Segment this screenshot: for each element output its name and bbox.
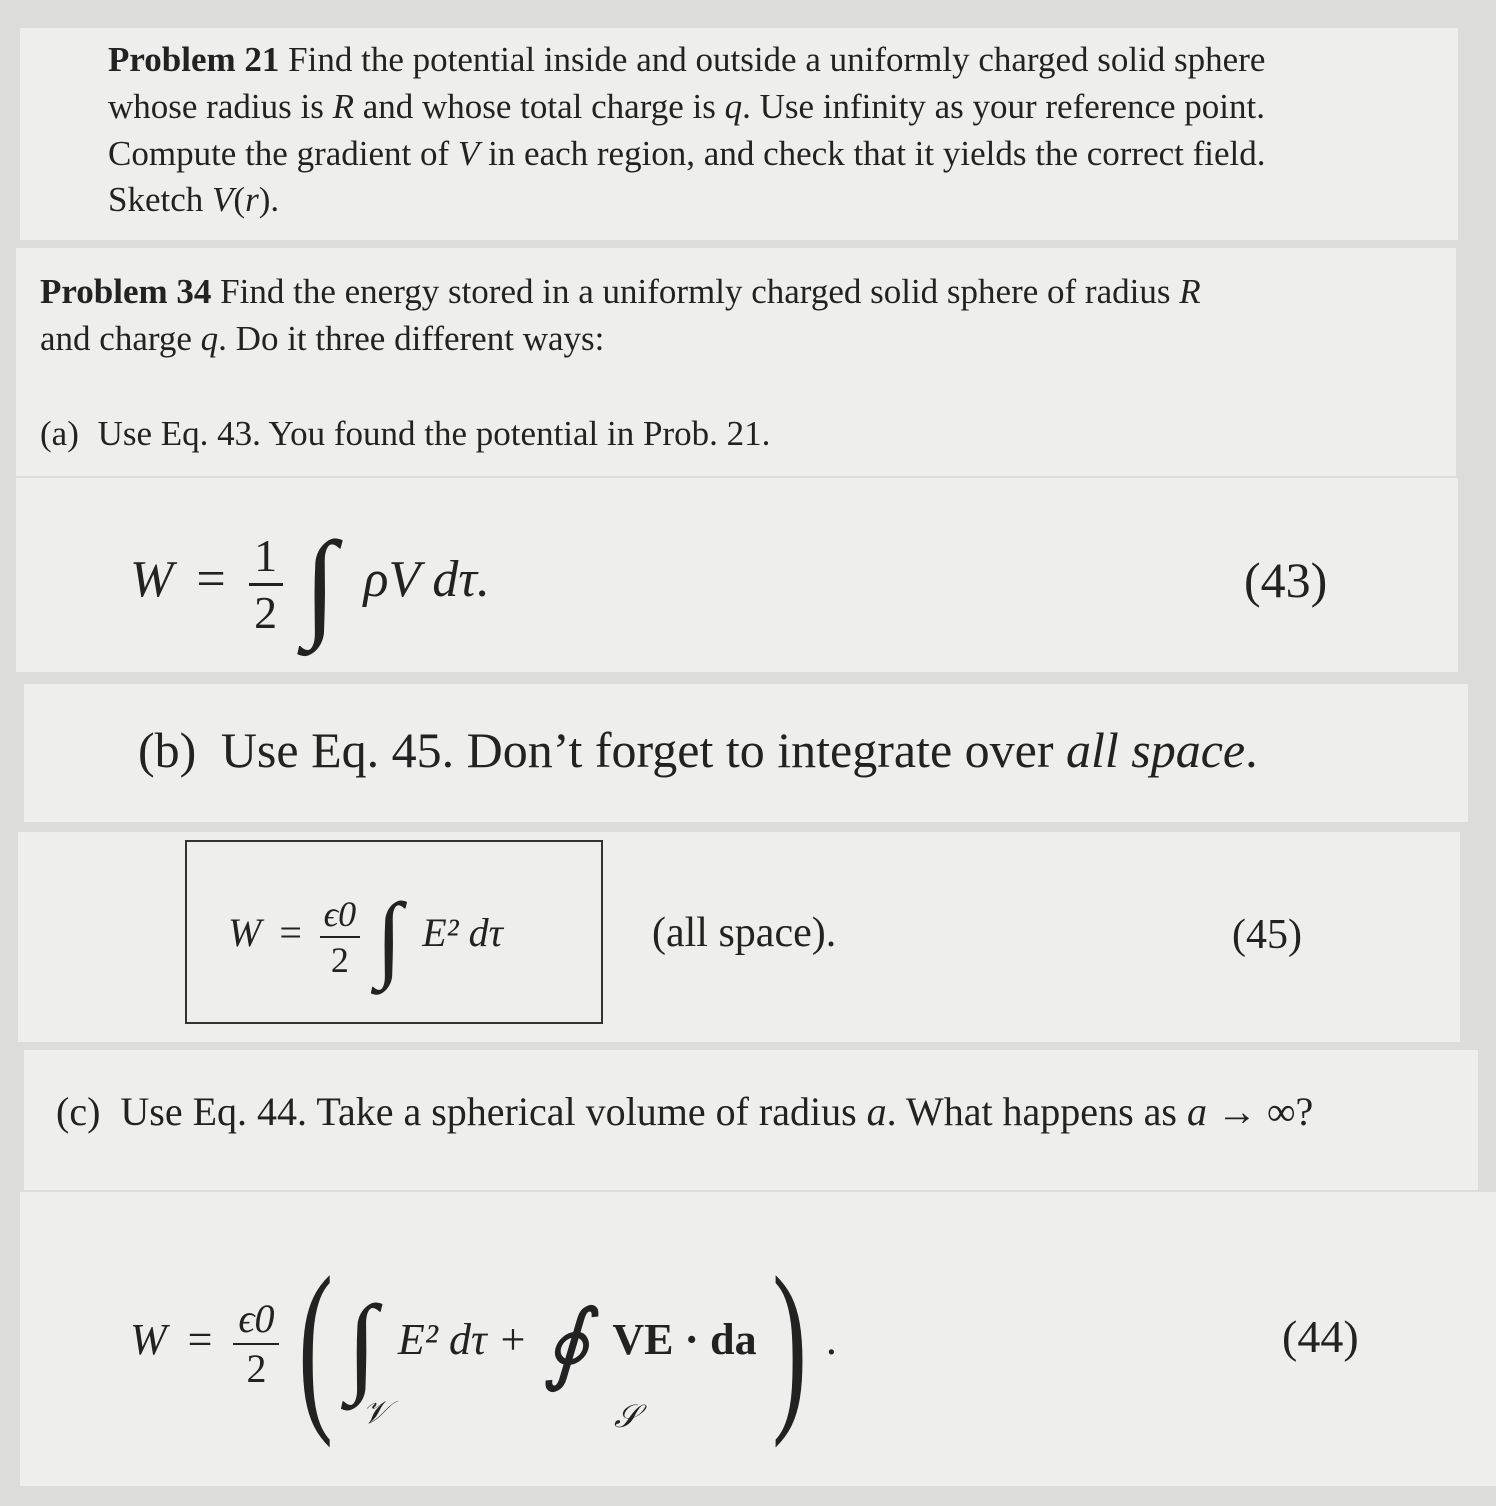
problem21-line4: Sketch V(r). — [108, 180, 280, 219]
eq45-number: (45) — [1232, 912, 1302, 958]
part-b-line — [138, 718, 1258, 782]
eq43-number: (43) — [1244, 552, 1328, 608]
part-c-label: (c) — [56, 1089, 101, 1134]
eq45-fraction — [320, 892, 360, 982]
equation-44 — [130, 1238, 837, 1449]
problem21-title: Problem 21 — [108, 40, 280, 79]
part-b-text: Use Eq. 45. Don’t forget to integrate over all space. — [220, 722, 1258, 778]
eq44-sub-surface: 𝒮 — [614, 1398, 639, 1434]
eq44-integral: ∫ — [346, 1282, 377, 1405]
part-a-text: Use Eq. 43. You found the potential in Prob. 21. — [97, 414, 771, 453]
eq44-dot: . — [825, 1315, 837, 1364]
eq44-term1: E² dτ + — [397, 1315, 528, 1364]
equation-43 — [130, 505, 490, 655]
equation-45 — [228, 858, 503, 1008]
eq45-body: E² dτ — [422, 910, 503, 955]
eq43-body: ρV dτ. — [363, 551, 490, 608]
eq45-denominator: 2 — [330, 939, 349, 980]
eq43-integral: ∫ — [303, 517, 337, 651]
part-a-label: (a) — [40, 414, 79, 453]
problem21-line2: whose radius is R and whose total charge is q. Use infinity as your reference point. — [108, 87, 1265, 126]
problem34-line2: and charge q. Do it three different ways: — [40, 319, 605, 358]
eq43-fraction — [249, 529, 283, 640]
eq43-lhs: W — [130, 551, 174, 608]
eq43-numerator: 1 — [254, 529, 278, 581]
part-c-text: Use Eq. 44. Take a spherical volume of radius a. What happens as a → ∞? — [120, 1089, 1314, 1134]
eq43-equals: = — [196, 551, 226, 608]
eq44-contour-integral: ∮ — [542, 1293, 590, 1393]
problem34-title: Problem 34 — [40, 272, 212, 311]
problem34-line1: Problem 34 Find the energy stored in a uniformly charged solid sphere of radius R — [40, 272, 1201, 311]
eq44-left-paren: ( — [298, 1238, 334, 1449]
eq44-right-paren: ) — [771, 1238, 807, 1449]
problem21-line1: Problem 21 Find the potential inside and outside a uniformly charged solid sphere — [108, 40, 1266, 79]
part-b-label: (b) — [138, 722, 197, 778]
eq45-integral: ∫ — [375, 882, 403, 990]
eq45-lhs: W — [228, 910, 262, 955]
part-c-line — [56, 1086, 1313, 1138]
eq44-equals: = — [187, 1315, 213, 1364]
eq44-denominator: 2 — [246, 1345, 267, 1391]
problem21-line3: Compute the gradient of V in each region, and check that it yields the correct field. — [108, 134, 1266, 173]
eq44-numerator: ϵ0 — [238, 1295, 275, 1341]
eq43-denominator: 2 — [254, 586, 278, 638]
eq45-note: (all space). — [652, 910, 837, 956]
eq45-numerator: ϵ0 — [323, 893, 357, 934]
eq45-equals: = — [279, 910, 302, 955]
part-a-line — [40, 410, 770, 457]
eq44-lhs: W — [130, 1315, 167, 1364]
eq44-term2: VE · da — [612, 1315, 757, 1364]
eq44-number: (44) — [1282, 1311, 1359, 1362]
eq44-sub-volume: 𝒱 — [362, 1394, 389, 1430]
eq44-fraction — [233, 1295, 279, 1393]
